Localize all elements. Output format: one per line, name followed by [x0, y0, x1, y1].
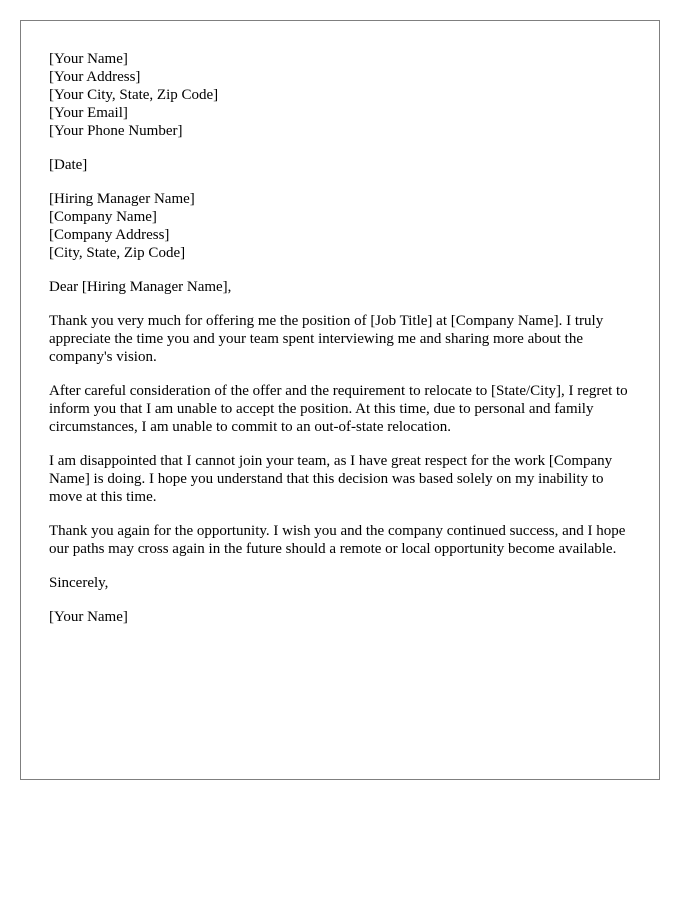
- letter-body: [49, 50, 639, 642]
- salutation: Dear [Hiring Manager Name],: [49, 279, 232, 295]
- sender-name: [Your Name]: [49, 51, 128, 67]
- date-block: [49, 156, 639, 174]
- sender-email: [Your Email]: [49, 105, 128, 121]
- letter-page: [20, 20, 660, 780]
- sender-address: [Your Address]: [49, 69, 141, 85]
- sender-block: [49, 50, 639, 140]
- signature: [Your Name]: [49, 609, 128, 625]
- sender-phone: [Your Phone Number]: [49, 123, 183, 139]
- body-paragraph-2: After careful consideration of the offer and the requirement to relocate to [State/City], I regret to inform you that I am unable to accept the position. At this time, due to personal and family circumstances, I am unable to commit to an out-of-state relocation.: [49, 383, 628, 435]
- recipient-block: [49, 190, 639, 262]
- recipient-city-state-zip: [City, State, Zip Code]: [49, 245, 186, 261]
- recipient-address: [Company Address]: [49, 227, 170, 243]
- closing: Sincerely,: [49, 575, 109, 591]
- body-paragraph-3: I am disappointed that I cannot join your team, as I have great respect for the work [Company Name] is doing. I hope you understand that this decision was based solely on my inability to move at this time.: [49, 453, 613, 505]
- recipient-name: [Hiring Manager Name]: [49, 191, 195, 207]
- body-paragraph-1: Thank you very much for offering me the position of [Job Title] at [Company Name]. I truly appreciate the time you and your team spent interviewing me and sharing more about the company's vision.: [49, 313, 604, 365]
- recipient-company: [Company Name]: [49, 209, 157, 225]
- body-paragraph-4: Thank you again for the opportunity. I wish you and the company continued success, and I hope our paths may cross again in the future should a remote or local opportunity become available.: [49, 523, 626, 557]
- letter-date: [Date]: [49, 157, 88, 173]
- sender-city-state-zip: [Your City, State, Zip Code]: [49, 87, 219, 103]
